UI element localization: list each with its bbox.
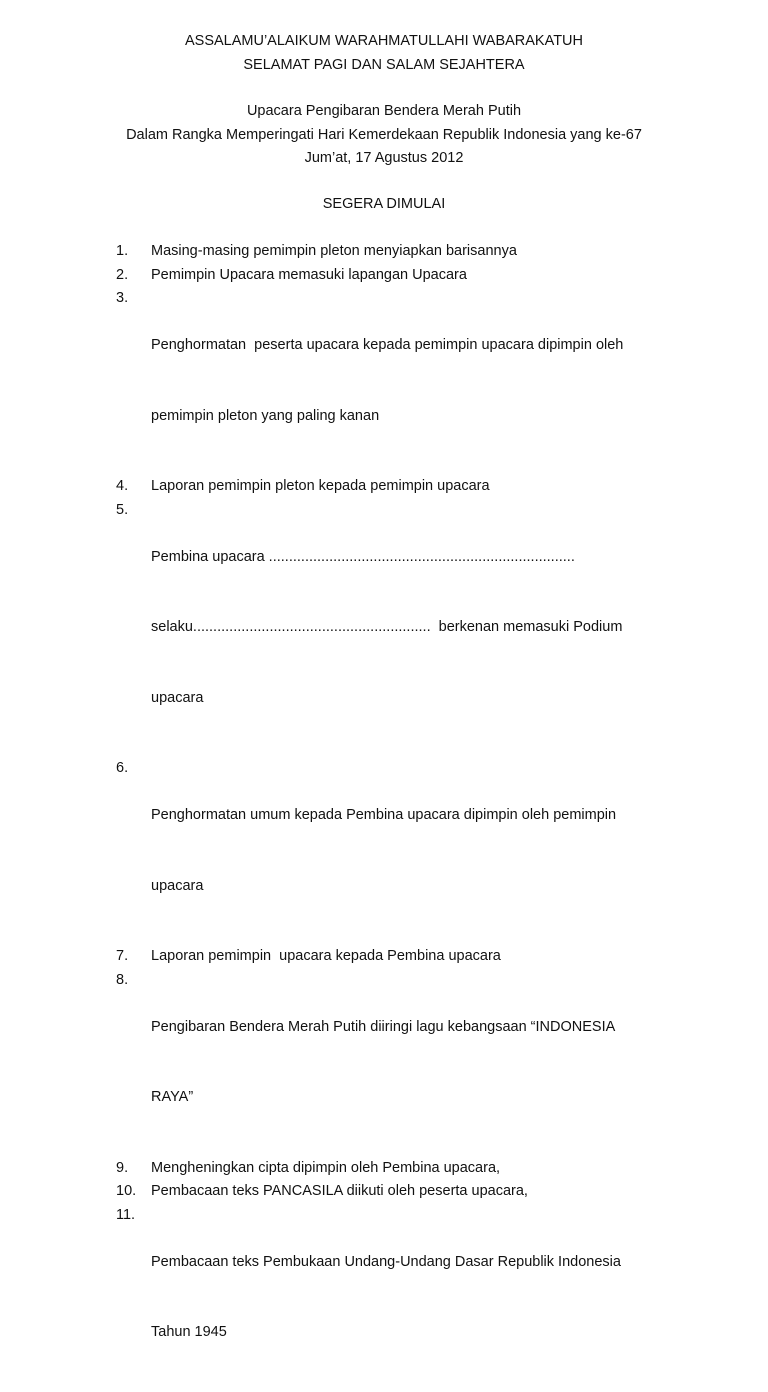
event-block xyxy=(0,100,768,171)
agenda-text-line: Laporan pemimpin upacara kepada Pembina upacara xyxy=(151,948,501,964)
agenda-number: 2. xyxy=(116,266,129,283)
agenda-item xyxy=(0,945,768,969)
agenda-item xyxy=(0,475,768,499)
agenda-number: 10. xyxy=(116,1183,137,1199)
agenda-item xyxy=(0,1204,768,1392)
agenda-text-line: Pengibaran Bendera Merah Putih diiringi lagu kebangsaan “INDONESIA xyxy=(151,1018,616,1035)
agenda-item xyxy=(0,1157,768,1181)
agenda-text-line: Laporan pemimpin pleton kepada pemimpin upacara xyxy=(151,478,490,494)
agenda-number: 1. xyxy=(116,243,129,259)
agenda-text-line: selaku........................................................... berkenan memasuki Podium xyxy=(151,619,623,635)
agenda-text-line: Mengheningkan cipta dipimpin oleh Pembina upacara, xyxy=(151,1159,501,1176)
agenda-item xyxy=(0,1180,768,1204)
agenda-number: 11. xyxy=(116,1206,136,1223)
agenda-number: 7. xyxy=(116,948,129,964)
event-title: Upacara Pengibaran Bendera Merah Putih xyxy=(246,103,522,119)
agenda-text-line: RAYA” xyxy=(151,1089,194,1105)
agenda-text-line: Pembina upacara ............................................................................ xyxy=(151,548,575,565)
agenda-number: 4. xyxy=(116,478,129,494)
event-subtitle: Dalam Rangka Memperingati Hari Kemerdekaan Republik Indonesia yang ke-67 xyxy=(126,126,642,143)
agenda-item xyxy=(0,969,768,1157)
agenda-item xyxy=(0,240,768,264)
agenda-item xyxy=(0,499,768,758)
agenda-item xyxy=(0,264,768,288)
agenda-text-line: Pembacaan teks PANCASILA diikuti oleh peserta upacara, xyxy=(151,1183,528,1199)
agenda-number: 8. xyxy=(116,971,129,988)
agenda-text-line: upacara xyxy=(151,689,204,706)
agenda-text-line: pemimpin pleton yang paling kanan xyxy=(151,407,380,424)
agenda-number: 5. xyxy=(116,501,129,518)
start-notice: SEGERA DIMULAI xyxy=(322,196,446,212)
agenda-text-line: Penghormatan umum kepada Pembina upacara dipimpin oleh pemimpin xyxy=(151,807,617,823)
agenda-list xyxy=(0,240,768,1392)
agenda-number: 6. xyxy=(116,760,129,776)
start-notice-block xyxy=(0,193,768,217)
agenda-text-line: upacara xyxy=(151,877,204,894)
agenda-number: 9. xyxy=(116,1159,129,1176)
greeting-line-2: SELAMAT PAGI DAN SALAM SEJAHTERA xyxy=(243,56,525,73)
agenda-item xyxy=(0,287,768,475)
event-date: Jum’at, 17 Agustus 2012 xyxy=(304,150,464,166)
agenda-item xyxy=(0,757,768,945)
agenda-text-line: Masing-masing pemimpin pleton menyiapkan barisannya xyxy=(151,243,517,259)
agenda-text-line: Pembacaan teks Pembukaan Undang-Undang Dasar Republik Indonesia xyxy=(151,1253,621,1270)
agenda-number: 3. xyxy=(116,290,129,306)
agenda-text-line: Pemimpin Upacara memasuki lapangan Upacara xyxy=(151,266,467,283)
agenda-text-line: Penghormatan peserta upacara kepada pemimpin upacara dipimpin oleh xyxy=(151,337,624,353)
greeting-line-1: ASSALAMU’ALAIKUM WARAHMATULLAHI WABARAKATUH xyxy=(184,33,583,49)
greeting-block xyxy=(0,30,768,77)
agenda-text-line: Tahun 1945 xyxy=(151,1324,227,1340)
